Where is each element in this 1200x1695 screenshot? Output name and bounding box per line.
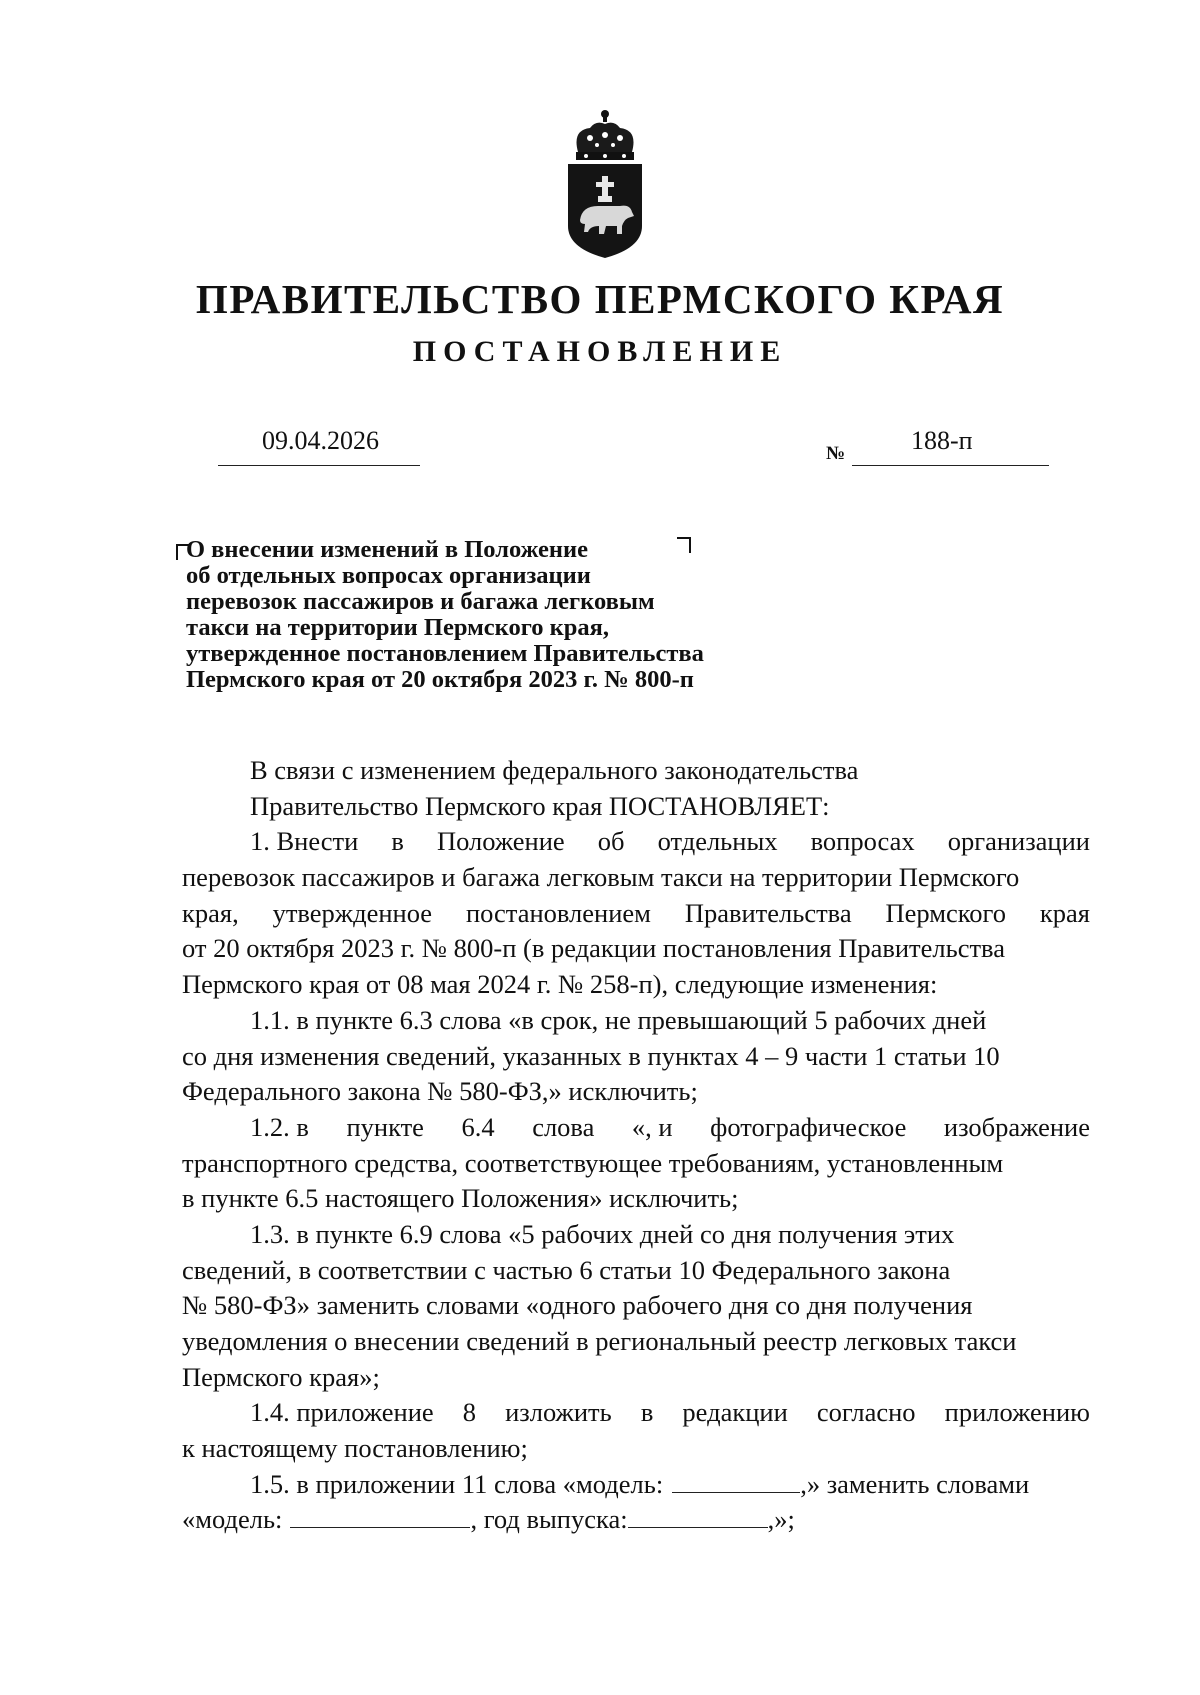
blank-field bbox=[672, 1470, 800, 1493]
word: постановлением bbox=[465, 897, 651, 928]
subject-line: перевозок пассажиров и багажа легковым bbox=[186, 588, 655, 615]
body-text-span: , год выпуска: bbox=[470, 1504, 628, 1535]
word: фотографическое bbox=[710, 1111, 907, 1142]
document-date: 09.04.2026 bbox=[262, 426, 379, 455]
word: отдельных bbox=[657, 826, 778, 857]
body-line: от 20 октября 2023 г. № 800-п (в редакции постановления Правительства bbox=[182, 933, 1005, 964]
body-line-justified bbox=[182, 824, 1090, 860]
subject-line: утвержденное постановлением Правительства bbox=[186, 640, 704, 667]
word: изображение bbox=[943, 1111, 1090, 1142]
word: 1. Внести bbox=[250, 826, 359, 857]
blank-field bbox=[628, 1505, 768, 1528]
word: «, и bbox=[631, 1111, 673, 1142]
word: 1.2. в bbox=[250, 1111, 309, 1142]
body-line: 1.3. в пункте 6.9 слова «5 рабочих дней со дня получения этих bbox=[250, 1218, 955, 1249]
body-line: Правительство Пермского края ПОСТАНОВЛЯЕТ: bbox=[250, 790, 830, 821]
document-subject bbox=[186, 537, 826, 693]
word: 8 bbox=[462, 1397, 476, 1428]
body-line: перевозок пассажиров и багажа легковым такси на территории Пермского bbox=[182, 862, 1020, 893]
body-line: сведений, в соответствии с частью 6 статьи 10 Федерального закона bbox=[182, 1254, 951, 1285]
body-text-span: ,»; bbox=[767, 1504, 795, 1535]
body-line-justified bbox=[182, 1110, 1090, 1146]
word: Пермского bbox=[885, 897, 1007, 928]
government-title: ПРАВИТЕЛЬСТВО ПЕРМСКОГО КРАЯ bbox=[195, 276, 1005, 322]
body-text-span: «модель: bbox=[182, 1504, 283, 1535]
body-line: № 580-ФЗ» заменить словами «одного рабочего дня со дня получения bbox=[182, 1290, 973, 1321]
word: слова bbox=[532, 1111, 595, 1142]
perm-krai-coat-of-arms-icon bbox=[560, 108, 650, 260]
body-text-span: ,» заменить словами bbox=[800, 1468, 1030, 1499]
subject-line: Пермского края от 20 октября 2023 г. № 800-п bbox=[186, 666, 694, 693]
document-body bbox=[182, 753, 1090, 1538]
number-sign: № bbox=[826, 443, 846, 464]
body-line: со дня изменения сведений, указанных в пунктах 4 – 9 части 1 статьи 10 bbox=[182, 1040, 1000, 1071]
body-line-justified bbox=[182, 1395, 1090, 1431]
body-line: уведомления о внесении сведений в региональный реестр легковых такси bbox=[182, 1326, 1017, 1356]
body-line bbox=[182, 1502, 1090, 1538]
word: редакции bbox=[682, 1397, 788, 1428]
body-line: в пункте 6.5 настоящего Положения» исключить; bbox=[182, 1183, 739, 1214]
word: в bbox=[391, 826, 404, 857]
blank-field bbox=[290, 1505, 470, 1528]
word: Правительства bbox=[684, 897, 852, 928]
document-type-title: ПОСТАНОВЛЕНИЕ bbox=[412, 335, 788, 368]
body-text-span: 1.5. в приложении 11 слова «модель: bbox=[250, 1468, 664, 1499]
word: организации bbox=[947, 826, 1090, 857]
body-line: Пермского края»; bbox=[182, 1361, 380, 1392]
word: пункте bbox=[346, 1111, 424, 1142]
word: вопросах bbox=[810, 826, 915, 857]
body-line: В связи с изменением федерального законодательства bbox=[250, 755, 859, 785]
word: края bbox=[1039, 897, 1090, 928]
word: 6.4 bbox=[461, 1111, 495, 1142]
body-line: к настоящему постановлению; bbox=[182, 1433, 528, 1464]
body-line: Пермского края от 08 мая 2024 г. № 258-п), следующие изменения: bbox=[182, 969, 938, 1000]
subject-line: об отдельных вопросах организации bbox=[186, 562, 591, 589]
body-line-justified bbox=[182, 896, 1090, 932]
body-line bbox=[182, 1467, 1090, 1503]
subject-line: такси на территории Пермского края, bbox=[186, 614, 609, 641]
word: в bbox=[640, 1397, 654, 1428]
subject-line: О внесении изменений в Положение bbox=[186, 536, 589, 563]
word: 1.4. приложение bbox=[250, 1397, 434, 1428]
body-line: Федерального закона № 580-ФЗ,» исключить; bbox=[182, 1076, 698, 1107]
body-line: транспортного средства, соответствующее требованиям, установленным bbox=[182, 1147, 1004, 1178]
word: приложению bbox=[944, 1397, 1090, 1428]
word: утвержденное bbox=[272, 897, 433, 928]
word: края, bbox=[182, 897, 239, 928]
word: об bbox=[597, 826, 625, 857]
word: Положение bbox=[436, 826, 565, 857]
document-number: 188-п bbox=[911, 426, 973, 455]
word: изложить bbox=[505, 1397, 612, 1428]
body-line: 1.1. в пункте 6.3 слова «в срок, не превышающий 5 рабочих дней bbox=[250, 1004, 987, 1035]
word: согласно bbox=[816, 1397, 916, 1428]
